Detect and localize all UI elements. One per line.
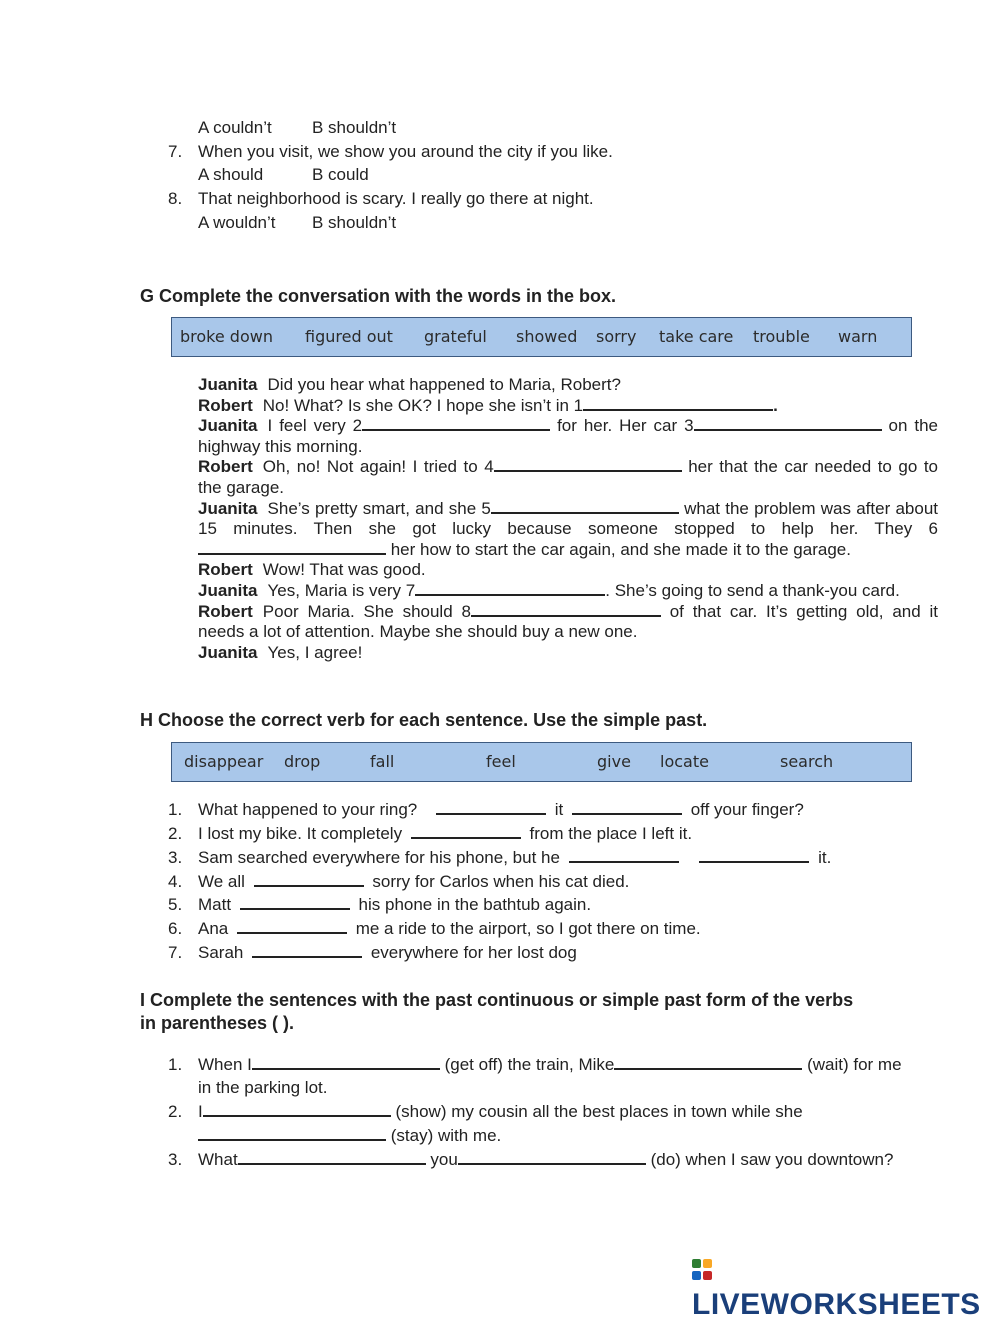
answer-blank[interactable]: [572, 800, 682, 815]
answer-blank[interactable]: [569, 848, 679, 863]
line-text: of that car. It’s getting old, and it needs a lot of attention. Maybe she should buy a new one.: [198, 601, 938, 642]
option-a[interactable]: A should: [198, 165, 264, 184]
line-text: Did you hear what happened to Maria, Robert?: [267, 375, 621, 394]
question-text: I: [198, 1102, 203, 1121]
question-text: Ana: [198, 919, 229, 938]
speaker-name: Robert: [198, 601, 253, 621]
answer-blank[interactable]: [203, 1102, 391, 1117]
word-item: sorry: [596, 327, 637, 346]
question-h2: [198, 824, 692, 844]
question-text: (wait) for me: [807, 1055, 902, 1074]
word-item: grateful: [424, 327, 487, 346]
word-item: search: [780, 752, 834, 771]
word-item: trouble: [753, 327, 810, 346]
q6-options: [198, 118, 397, 138]
answer-blank[interactable]: [411, 824, 521, 839]
question-text: from the place I left it.: [529, 824, 693, 843]
question-h1: [198, 800, 804, 820]
word-item: take care: [659, 327, 734, 346]
question-text: Matt: [198, 895, 232, 914]
question-text: (show) my cousin all the best places in town while she: [395, 1102, 803, 1121]
option-b[interactable]: B could: [312, 165, 369, 184]
word-item: broke down: [180, 327, 273, 346]
question-text: sorry for Carlos when his cat died.: [372, 872, 630, 891]
speaker-name: Robert: [198, 395, 253, 415]
period: .: [773, 395, 778, 415]
speaker-name: Robert: [198, 457, 253, 477]
answer-blank-8[interactable]: [471, 602, 661, 617]
question-number: 8.: [168, 189, 183, 208]
speaker-name: Juanita: [198, 498, 258, 518]
word-item: locate: [660, 752, 709, 771]
question-text: (do) when I saw you downtown?: [650, 1150, 894, 1169]
answer-blank[interactable]: [254, 872, 364, 887]
line-text: for her. Her car 3: [550, 416, 694, 436]
question-text: it: [554, 800, 564, 819]
line-text: Poor Maria. She should 8: [262, 601, 471, 621]
answer-blank[interactable]: [436, 800, 546, 815]
question-i1: [198, 1055, 902, 1075]
speaker-name: Juanita: [198, 642, 258, 662]
option-a[interactable]: A wouldn’t: [198, 213, 276, 232]
line-text: She’s pretty smart, and she 5: [267, 498, 491, 518]
word-item: figured out: [305, 327, 393, 346]
answer-blank[interactable]: [252, 1055, 440, 1070]
question-number: 7.: [168, 142, 183, 161]
question-text: (get off) the train, Mike: [444, 1055, 615, 1074]
answer-blank[interactable]: [252, 943, 362, 958]
question-text: you: [430, 1150, 458, 1169]
line-text: her how to start the car again, and she made it to the garage.: [386, 539, 851, 559]
line-text: . She’s going to send a thank-you card.: [605, 580, 900, 600]
logo-mark-icon: [692, 1259, 714, 1283]
section-g-heading: G Complete the conversation with the words in the box.: [140, 286, 617, 306]
question-number: 2.: [168, 824, 183, 843]
question-h6: [198, 919, 701, 939]
question-text: it.: [818, 848, 832, 867]
question-text: in the parking lot.: [198, 1078, 328, 1097]
question-i3: [198, 1150, 893, 1170]
line-text: her that the car needed to go to the garage.: [198, 457, 939, 497]
answer-blank-6[interactable]: [198, 540, 386, 555]
answer-blank[interactable]: [614, 1055, 802, 1070]
question-text: What: [198, 1150, 238, 1169]
question-i2: [198, 1102, 803, 1122]
question-text: We all: [198, 872, 245, 891]
answer-blank[interactable]: [240, 895, 350, 910]
word-item: drop: [284, 752, 321, 771]
line-text: Oh, no! Not again! I tried to 4: [262, 457, 494, 477]
line-text: Yes, Maria is very 7: [267, 580, 416, 600]
speaker-name: Robert: [198, 560, 253, 580]
line-text: Yes, I agree!: [267, 642, 363, 662]
section-i-heading-1: I Complete the sentences with the past continuous or simple past form of the verbs: [140, 990, 854, 1010]
answer-blank-2[interactable]: [362, 416, 550, 431]
answer-blank[interactable]: [699, 848, 809, 863]
question-i2-cont: [198, 1126, 501, 1146]
question-h7: [198, 943, 577, 963]
line-text: Wow! That was good.: [262, 560, 426, 580]
question-number: 3.: [168, 1150, 183, 1169]
answer-blank-3[interactable]: [694, 416, 882, 431]
question-text: everywhere for her lost dog: [370, 943, 577, 962]
word-item: fall: [370, 752, 395, 771]
question-text: off your finger?: [690, 800, 804, 819]
question-number: 3.: [168, 848, 183, 867]
line-text: what the problem was after about 15 minutes. Then she got lucky because someone stopped to help her. They 6: [198, 498, 938, 539]
question-text: Sarah: [198, 943, 244, 962]
question-text: his phone in the bathtub again.: [358, 895, 592, 914]
word-item: showed: [516, 327, 578, 346]
question-h3: [198, 848, 831, 868]
line-text: I feel very 2: [267, 416, 363, 436]
answer-blank-4[interactable]: [494, 457, 682, 472]
conversation: [198, 375, 938, 663]
answer-blank[interactable]: [458, 1150, 646, 1165]
answer-blank[interactable]: [237, 919, 347, 934]
option-b[interactable]: B shouldn’t: [312, 118, 397, 137]
word-item: warn: [838, 327, 878, 346]
question-text: me a ride to the airport, so I got there on time.: [355, 919, 701, 938]
question-h5: [198, 895, 591, 915]
answer-blank[interactable]: [238, 1150, 426, 1165]
question-number: 1.: [168, 800, 183, 819]
section-i-heading-2: in parentheses ( ).: [140, 1013, 295, 1033]
answer-blank-1[interactable]: [583, 396, 773, 411]
line-text: No! What? Is she OK? I hope she isn’t in 1: [262, 395, 584, 415]
question-number: 6.: [168, 919, 183, 938]
q7-options: [198, 165, 369, 185]
question-number: 2.: [168, 1102, 183, 1121]
question-text: When you visit, we show you around the city if you like.: [198, 142, 613, 161]
speaker-name: Juanita: [198, 580, 258, 600]
question-text: What happened to your ring?: [198, 800, 418, 819]
question-number: 5.: [168, 895, 183, 914]
word-item: feel: [486, 752, 516, 771]
word-box-h: [171, 742, 912, 782]
question-number: 7.: [168, 943, 183, 962]
question-h4: [198, 872, 629, 892]
word-item: give: [597, 752, 631, 771]
speaker-name: Juanita: [198, 416, 258, 436]
option-b[interactable]: B shouldn’t: [312, 213, 397, 232]
word-box-g: [171, 317, 912, 357]
line-text: on the highway this morning.: [198, 416, 938, 456]
question-text: When I: [198, 1055, 252, 1074]
q8-options: [198, 213, 397, 233]
section-h-heading: H Choose the correct verb for each sentence. Use the simple past.: [140, 710, 708, 730]
speaker-name: Juanita: [198, 375, 258, 394]
answer-blank-5[interactable]: [491, 499, 679, 514]
answer-blank-7[interactable]: [415, 581, 605, 596]
answer-blank[interactable]: [198, 1126, 386, 1141]
liveworksheets-logo: [692, 1254, 1000, 1322]
question-text: (stay) with me.: [390, 1126, 502, 1145]
word-item: disappear: [184, 752, 264, 771]
question-text: Sam searched everywhere for his phone, but he: [198, 848, 560, 867]
question-number: 1.: [168, 1055, 183, 1074]
logo-text: LIVEWORKSHEETS: [692, 1288, 981, 1321]
option-a[interactable]: A couldn’t: [198, 118, 272, 137]
question-text: That neighborhood is scary. I really go there at night.: [198, 189, 594, 208]
question-number: 4.: [168, 872, 183, 891]
question-text: I lost my bike. It completely: [198, 824, 403, 843]
